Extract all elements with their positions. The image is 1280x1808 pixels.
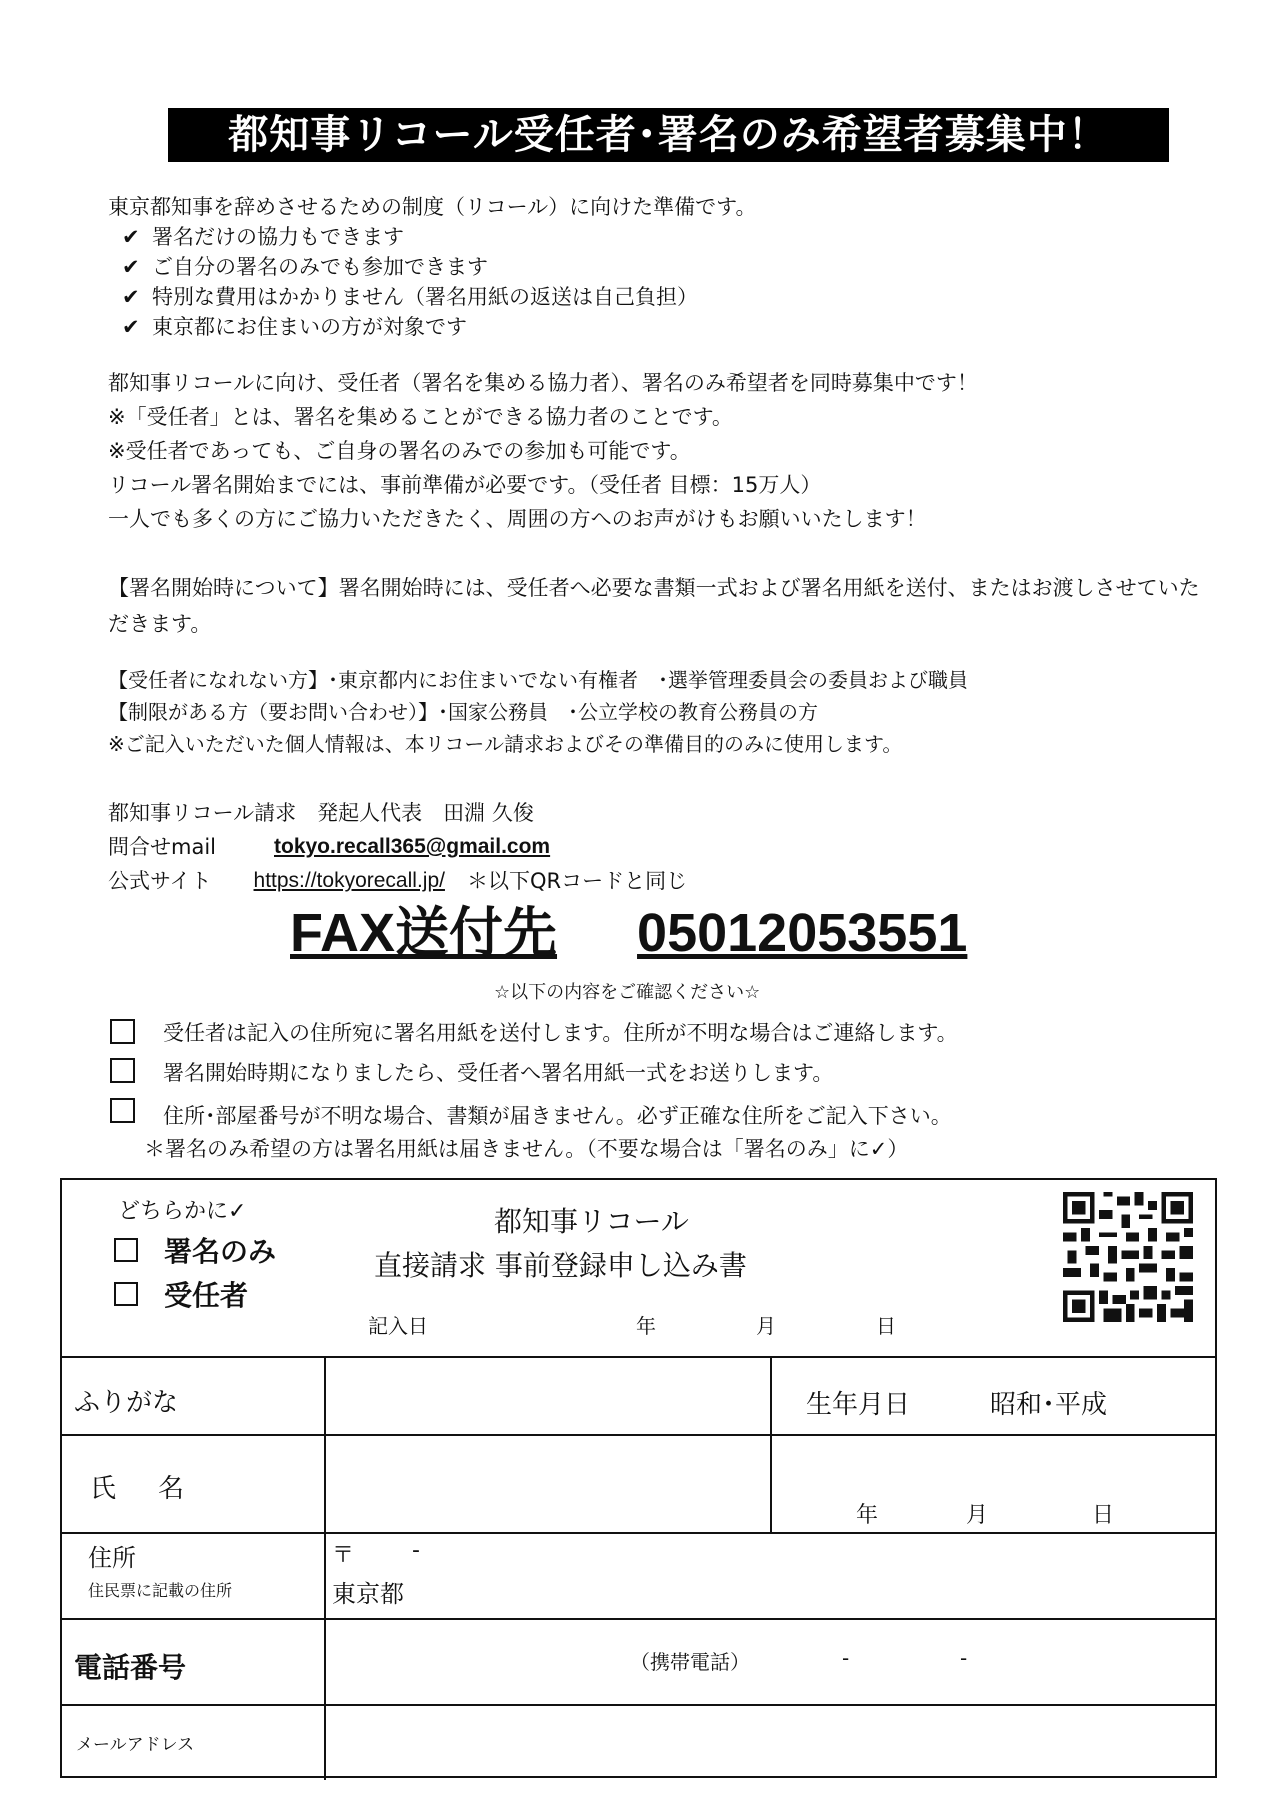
divider — [770, 1356, 772, 1532]
mail-label: 問合せmail — [108, 835, 216, 859]
mobile-label: （携帯電話） — [630, 1650, 750, 1674]
confirm-note: ＊署名のみ希望の方は署名用紙は届きません。（不要な場合は「署名のみ」に✓） — [144, 1137, 909, 1161]
phone-dash: - — [842, 1646, 850, 1670]
body-line: ※「受任者」とは、署名を集めることができる協力者のことです。 — [108, 405, 733, 429]
page-title: 都知事リコール受任者･署名のみ希望者募集中！ — [168, 108, 1169, 162]
name-field[interactable] — [326, 1436, 768, 1530]
intro-lead: 東京都知事を辞めさせるための制度（リコール）に向けた準備です。 — [108, 195, 757, 219]
confirm-checkbox-1[interactable] — [110, 1019, 135, 1044]
point-text: ご自分の署名のみでも参加できます — [152, 255, 488, 279]
body-line: リコール署名開始までには、事前準備が必要です。（受任者 目標：15万人） — [108, 473, 822, 497]
divider — [62, 1532, 1215, 1534]
delegate-checkbox[interactable] — [114, 1282, 138, 1306]
era-label: 昭和･平成 — [990, 1390, 1108, 1420]
prefecture-text: 東京都 — [332, 1580, 404, 1608]
point-text: 東京都にお住まいの方が対象です — [152, 315, 467, 339]
fax-number: 05012053551 — [637, 903, 968, 963]
list-item — [122, 222, 698, 252]
mail-row — [108, 830, 687, 864]
site-row — [108, 864, 687, 898]
start-notice: 【署名開始時について】署名開始時には、受任者へ必要な書類一式および署名用紙を送付、またはお渡しさせていただきます。 — [108, 576, 1200, 636]
recruitment-paragraph — [108, 366, 978, 536]
phone-label: 電話番号 — [74, 1651, 187, 1684]
point-text: 特別な費用はかかりません（署名用紙の返送は自己負担） — [152, 285, 698, 309]
birth-day: 日 — [1092, 1503, 1115, 1528]
list-item — [122, 252, 698, 282]
fax-heading — [290, 900, 967, 966]
confirm-item-1: 受任者は記入の住所宛に署名用紙を送付します。住所が不明な場合はご連絡します。 — [163, 1021, 958, 1045]
qr-code-icon — [1058, 1192, 1198, 1322]
confirm-item-3: 住所･部屋番号が不明な場合、書類が届きません。必ず正確な住所をご記入下さい。 — [163, 1104, 952, 1128]
furigana-field[interactable] — [326, 1358, 768, 1432]
form-title-line1: 都知事リコール — [494, 1205, 689, 1238]
site-link[interactable]: https://tokyorecall.jp/ — [253, 869, 445, 892]
email-label: メールアドレス — [76, 1735, 195, 1755]
restriction-line: 【制限がある方（要お問い合わせ）】･国家公務員 ･公立学校の教育公務員の方 — [108, 700, 818, 724]
birth-month: 月 — [966, 1503, 989, 1528]
registration-form — [60, 1178, 1217, 1778]
contact-block — [108, 796, 687, 898]
point-text: 署名だけの協力もできます — [152, 225, 404, 249]
restriction-line: 【受任者になれない方】･東京都内にお住まいでない有権者 ･選挙管理委員会の委員および職員 — [108, 668, 968, 692]
option-delegate: 受任者 — [164, 1279, 249, 1312]
email-field[interactable] — [326, 1706, 1216, 1776]
date-month: 月 — [756, 1314, 776, 1338]
confirm-title: ☆以下の内容をご確認ください☆ — [494, 982, 761, 1003]
date-label: 記入日 — [368, 1314, 428, 1338]
check-icon: ✔ — [122, 255, 140, 279]
check-icon: ✔ — [122, 225, 140, 249]
birth-year: 年 — [856, 1503, 879, 1528]
restrictions — [108, 664, 968, 760]
postal-dash: - — [412, 1538, 420, 1563]
option-signature-only: 署名のみ — [164, 1235, 277, 1268]
divider — [62, 1618, 1215, 1620]
mail-link[interactable]: tokyo.recall365@gmail.com — [274, 835, 551, 858]
phone-dash: - — [960, 1646, 968, 1670]
check-icon: ✔ — [122, 285, 140, 309]
intro-points — [122, 222, 698, 342]
confirm-checkbox-3[interactable] — [110, 1098, 135, 1123]
address-sublabel: 住民票に記載の住所 — [88, 1581, 233, 1600]
site-note: ＊以下QRコードと同じ — [466, 869, 688, 893]
postal-mark: 〒 — [332, 1543, 355, 1568]
body-line: 都知事リコールに向け、受任者（署名を集める協力者）、署名のみ希望者を同時募集中です！ — [108, 371, 978, 395]
site-label: 公式サイト — [108, 869, 212, 893]
birthdate-label: 生年月日 — [806, 1390, 911, 1420]
signature-only-checkbox[interactable] — [114, 1238, 138, 1262]
confirm-checkbox-2[interactable] — [110, 1058, 135, 1083]
date-year: 年 — [636, 1314, 656, 1338]
check-icon: ✔ — [122, 315, 140, 339]
body-line: 一人でも多くの方にご協力いただきたく、周囲の方へのお声がけもお願いいたします！ — [108, 507, 927, 531]
choose-label: どちらかに✓ — [118, 1199, 247, 1224]
date-day: 日 — [876, 1314, 896, 1338]
list-item — [122, 282, 698, 312]
furigana-label: ふりがな — [74, 1388, 179, 1418]
fax-label: FAX送付先 — [290, 903, 558, 963]
confirm-item-2: 署名開始時期になりましたら、受任者へ署名用紙一式をお送りします。 — [163, 1061, 834, 1085]
list-item — [122, 312, 698, 342]
representative: 都知事リコール請求 発起人代表 田淵 久俊 — [108, 801, 534, 825]
restriction-line: ※ご記入いただいた個人情報は、本リコール請求およびその準備目的のみに使用します。 — [108, 732, 903, 756]
name-label: 氏 名 — [90, 1474, 193, 1504]
form-title-line2: 直接請求 事前登録申し込み書 — [374, 1249, 747, 1282]
address-label: 住所 — [88, 1544, 136, 1572]
body-line: ※受任者であっても、ご自身の署名のみでの参加も可能です。 — [108, 439, 691, 463]
